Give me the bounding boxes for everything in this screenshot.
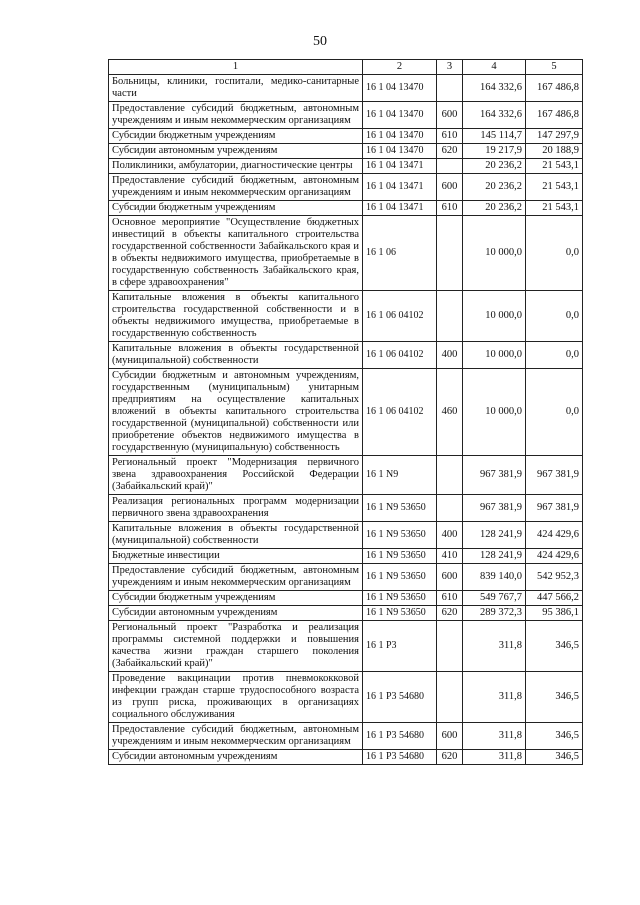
row-code-cell: 16 1 04 13471 bbox=[363, 201, 437, 216]
row-code-cell: 16 1 04 13470 bbox=[363, 144, 437, 159]
row-amount-2-cell: 0,0 bbox=[526, 369, 583, 456]
row-amount-1-cell: 311,8 bbox=[463, 750, 526, 765]
table-row bbox=[109, 549, 583, 564]
table-row bbox=[109, 495, 583, 522]
row-code-cell: 16 1 N9 53650 bbox=[363, 522, 437, 549]
row-amount-1-cell: 19 217,9 bbox=[463, 144, 526, 159]
row-expense-type-cell: 610 bbox=[437, 201, 463, 216]
row-code-cell: 16 1 04 13470 bbox=[363, 75, 437, 102]
row-expense-type-cell bbox=[437, 291, 463, 342]
table-row bbox=[109, 216, 583, 291]
row-amount-1-cell: 311,8 bbox=[463, 672, 526, 723]
row-amount-2-cell: 424 429,6 bbox=[526, 549, 583, 564]
table-row bbox=[109, 342, 583, 369]
row-expense-type-cell: 460 bbox=[437, 369, 463, 456]
row-name-cell: Региональный проект "Модернизация первичного звена здравоохранения Российской Федерации (Забайкальский край)" bbox=[109, 456, 363, 495]
row-amount-2-cell: 346,5 bbox=[526, 621, 583, 672]
row-name-cell: Субсидии автономным учреждениям bbox=[109, 606, 363, 621]
row-amount-2-cell: 424 429,6 bbox=[526, 522, 583, 549]
row-code-cell: 16 1 06 04102 bbox=[363, 291, 437, 342]
row-amount-1-cell: 967 381,9 bbox=[463, 456, 526, 495]
row-code-cell: 16 1 N9 53650 bbox=[363, 591, 437, 606]
row-code-cell: 16 1 06 bbox=[363, 216, 437, 291]
row-amount-2-cell: 967 381,9 bbox=[526, 456, 583, 495]
table-row bbox=[109, 750, 583, 765]
table-row bbox=[109, 723, 583, 750]
row-expense-type-cell bbox=[437, 495, 463, 522]
row-amount-1-cell: 311,8 bbox=[463, 723, 526, 750]
column-header-amount-2: 5 bbox=[526, 60, 583, 75]
row-amount-1-cell: 20 236,2 bbox=[463, 159, 526, 174]
row-amount-2-cell: 967 381,9 bbox=[526, 495, 583, 522]
row-amount-2-cell: 447 566,2 bbox=[526, 591, 583, 606]
row-code-cell: 16 1 P3 bbox=[363, 621, 437, 672]
row-name-cell: Субсидии автономным учреждениям bbox=[109, 144, 363, 159]
table-row bbox=[109, 102, 583, 129]
row-amount-2-cell: 346,5 bbox=[526, 723, 583, 750]
row-name-cell: Капитальные вложения в объекты государственной (муниципальной) собственности bbox=[109, 342, 363, 369]
row-expense-type-cell: 610 bbox=[437, 591, 463, 606]
row-amount-2-cell: 0,0 bbox=[526, 216, 583, 291]
column-header-expense-type: 3 bbox=[437, 60, 463, 75]
row-amount-2-cell: 147 297,9 bbox=[526, 129, 583, 144]
row-amount-1-cell: 164 332,6 bbox=[463, 75, 526, 102]
row-amount-1-cell: 311,8 bbox=[463, 621, 526, 672]
table-row bbox=[109, 672, 583, 723]
table-row bbox=[109, 591, 583, 606]
row-amount-1-cell: 20 236,2 bbox=[463, 174, 526, 201]
row-name-cell: Поликлиники, амбулатории, диагностические центры bbox=[109, 159, 363, 174]
row-amount-1-cell: 549 767,7 bbox=[463, 591, 526, 606]
row-name-cell: Предоставление субсидий бюджетным, автономным учреждениям и иным некоммерческим организациям bbox=[109, 102, 363, 129]
table-body bbox=[109, 75, 583, 765]
row-amount-2-cell: 21 543,1 bbox=[526, 174, 583, 201]
row-name-cell: Основное мероприятие "Осуществление бюджетных инвестиций в объекты капитального строительства государственной собственности Забайкальского края и в объекты недвижимого имущества, приобретаемые в государственную собственность Забайкальского края, в сфере здравоохранения" bbox=[109, 216, 363, 291]
row-name-cell: Субсидии автономным учреждениям bbox=[109, 750, 363, 765]
table-row bbox=[109, 159, 583, 174]
table-row bbox=[109, 144, 583, 159]
row-amount-1-cell: 10 000,0 bbox=[463, 291, 526, 342]
row-expense-type-cell: 620 bbox=[437, 750, 463, 765]
row-amount-1-cell: 128 241,9 bbox=[463, 549, 526, 564]
row-code-cell: 16 1 N9 53650 bbox=[363, 564, 437, 591]
row-amount-2-cell: 20 188,9 bbox=[526, 144, 583, 159]
row-expense-type-cell bbox=[437, 159, 463, 174]
row-expense-type-cell: 400 bbox=[437, 342, 463, 369]
table-row bbox=[109, 129, 583, 144]
row-amount-2-cell: 0,0 bbox=[526, 291, 583, 342]
table-row bbox=[109, 522, 583, 549]
row-expense-type-cell: 600 bbox=[437, 723, 463, 750]
table-row bbox=[109, 291, 583, 342]
row-code-cell: 16 1 P3 54680 bbox=[363, 750, 437, 765]
row-amount-2-cell: 21 543,1 bbox=[526, 201, 583, 216]
row-name-cell: Капитальные вложения в объекты капитального строительства государственной собственности и в объекты недвижимого имущества, приобретаемые в государственную собственность bbox=[109, 291, 363, 342]
row-code-cell: 16 1 N9 bbox=[363, 456, 437, 495]
table-row bbox=[109, 621, 583, 672]
row-expense-type-cell: 610 bbox=[437, 129, 463, 144]
table-row bbox=[109, 174, 583, 201]
row-name-cell: Субсидии бюджетным учреждениям bbox=[109, 591, 363, 606]
row-expense-type-cell: 410 bbox=[437, 549, 463, 564]
page-number: 50 bbox=[313, 34, 327, 49]
row-amount-2-cell: 167 486,8 bbox=[526, 102, 583, 129]
row-name-cell: Региональный проект "Разработка и реализация программы системной поддержки и повышения качества жизни граждан старшего поколения (Забайкальский край)" bbox=[109, 621, 363, 672]
row-amount-1-cell: 10 000,0 bbox=[463, 216, 526, 291]
row-name-cell: Субсидии бюджетным учреждениям bbox=[109, 129, 363, 144]
row-amount-2-cell: 346,5 bbox=[526, 750, 583, 765]
row-amount-2-cell: 0,0 bbox=[526, 342, 583, 369]
row-name-cell: Больницы, клиники, госпитали, медико-санитарные части bbox=[109, 75, 363, 102]
row-amount-2-cell: 542 952,3 bbox=[526, 564, 583, 591]
column-header-amount-1: 4 bbox=[463, 60, 526, 75]
row-amount-2-cell: 21 543,1 bbox=[526, 159, 583, 174]
row-amount-1-cell: 145 114,7 bbox=[463, 129, 526, 144]
row-amount-1-cell: 967 381,9 bbox=[463, 495, 526, 522]
row-code-cell: 16 1 N9 53650 bbox=[363, 549, 437, 564]
row-name-cell: Предоставление субсидий бюджетным, автономным учреждениям и иным некоммерческим организациям bbox=[109, 174, 363, 201]
row-expense-type-cell: 600 bbox=[437, 102, 463, 129]
row-expense-type-cell bbox=[437, 456, 463, 495]
table-row bbox=[109, 369, 583, 456]
column-header-code: 2 bbox=[363, 60, 437, 75]
row-amount-1-cell: 10 000,0 bbox=[463, 369, 526, 456]
row-name-cell: Бюджетные инвестиции bbox=[109, 549, 363, 564]
row-amount-2-cell: 95 386,1 bbox=[526, 606, 583, 621]
row-expense-type-cell bbox=[437, 75, 463, 102]
row-expense-type-cell bbox=[437, 621, 463, 672]
row-code-cell: 16 1 N9 53650 bbox=[363, 606, 437, 621]
row-expense-type-cell: 620 bbox=[437, 144, 463, 159]
row-name-cell: Предоставление субсидий бюджетным, автономным учреждениям и иным некоммерческим организациям bbox=[109, 564, 363, 591]
row-amount-1-cell: 10 000,0 bbox=[463, 342, 526, 369]
table-row bbox=[109, 75, 583, 102]
table-row bbox=[109, 456, 583, 495]
row-code-cell: 16 1 04 13471 bbox=[363, 159, 437, 174]
row-code-cell: 16 1 P3 54680 bbox=[363, 672, 437, 723]
row-expense-type-cell bbox=[437, 216, 463, 291]
row-expense-type-cell: 600 bbox=[437, 564, 463, 591]
row-expense-type-cell: 400 bbox=[437, 522, 463, 549]
table-header-row bbox=[109, 60, 583, 75]
row-amount-1-cell: 20 236,2 bbox=[463, 201, 526, 216]
row-name-cell: Субсидии бюджетным учреждениям bbox=[109, 201, 363, 216]
budget-table bbox=[108, 59, 583, 765]
row-code-cell: 16 1 P3 54680 bbox=[363, 723, 437, 750]
row-code-cell: 16 1 N9 53650 bbox=[363, 495, 437, 522]
row-amount-1-cell: 128 241,9 bbox=[463, 522, 526, 549]
row-name-cell: Капитальные вложения в объекты государственной (муниципальной) собственности bbox=[109, 522, 363, 549]
row-amount-2-cell: 346,5 bbox=[526, 672, 583, 723]
row-code-cell: 16 1 04 13470 bbox=[363, 129, 437, 144]
row-amount-1-cell: 164 332,6 bbox=[463, 102, 526, 129]
row-name-cell: Проведение вакцинации против пневмококковой инфекции граждан старше трудоспособного возраста из групп риска, проживающих в организациях социального обслуживания bbox=[109, 672, 363, 723]
row-amount-2-cell: 167 486,8 bbox=[526, 75, 583, 102]
row-expense-type-cell bbox=[437, 672, 463, 723]
row-name-cell: Предоставление субсидий бюджетным, автономным учреждениям и иным некоммерческим организациям bbox=[109, 723, 363, 750]
column-header-name: 1 bbox=[109, 60, 363, 75]
row-code-cell: 16 1 04 13471 bbox=[363, 174, 437, 201]
table-row bbox=[109, 564, 583, 591]
row-amount-1-cell: 289 372,3 bbox=[463, 606, 526, 621]
row-code-cell: 16 1 06 04102 bbox=[363, 342, 437, 369]
row-expense-type-cell: 600 bbox=[437, 174, 463, 201]
row-code-cell: 16 1 04 13470 bbox=[363, 102, 437, 129]
row-code-cell: 16 1 06 04102 bbox=[363, 369, 437, 456]
row-name-cell: Субсидии бюджетным и автономным учреждениям, государственным (муниципальным) унитарным предприятиям на осуществление капитальных вложений в объекты капитального строительства государственной (муниципальной) собственности или приобретение объектов недвижимого имущества в государственную (муниципальную) собственность bbox=[109, 369, 363, 456]
row-expense-type-cell: 620 bbox=[437, 606, 463, 621]
row-amount-1-cell: 839 140,0 bbox=[463, 564, 526, 591]
table-row bbox=[109, 606, 583, 621]
table-row bbox=[109, 201, 583, 216]
row-name-cell: Реализация региональных программ модернизации первичного звена здравоохранения bbox=[109, 495, 363, 522]
